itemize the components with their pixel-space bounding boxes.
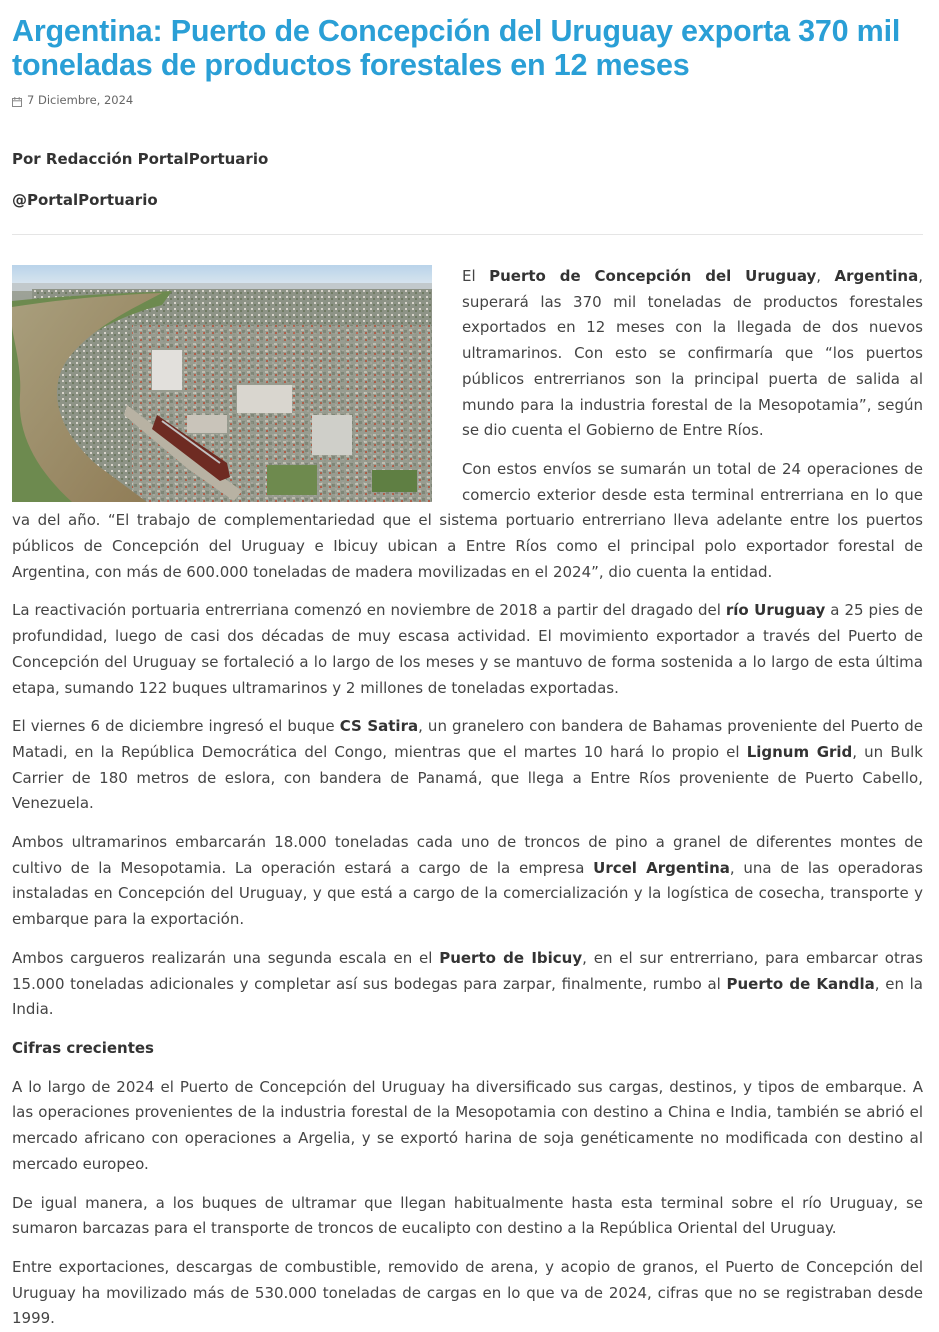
author-handle: @PortalPortuario	[12, 191, 158, 209]
bold-puerto-concepcion: Puerto de Concepción del Uruguay	[489, 267, 817, 285]
article-page	[0, 14, 923, 1332]
paragraph-6: Ambos cargueros realizarán una segunda escala en el Puerto de Ibicuy, en el sur entrerriano, para embarcar otras 15.000 toneladas adicionales y completar así sus bodegas para zarpar, finalmente, rumbo al Puerto de Kandla, en la India.	[12, 948, 924, 1019]
paragraph-1: El Puerto de Concepción del Uruguay, Argentina, superará las 370 mil toneladas de productos forestales exportados en 12 meses con la llegada de dos nuevos ultramarinos. Con esto se confirmaría que “los puertos públicos entrerrianos son la principal puerta de salida al mundo para la industria forestal de la Mesopotamia”, según se dio cuenta el Gobierno de Entre Ríos.	[462, 267, 923, 440]
paragraph-7: A lo largo de 2024 el Puerto de Concepción del Uruguay ha diversificado sus cargas, destinos, y tipos de embarque. A las operaciones provenientes de la industria forestal de la Mesopotamia con destino a China e India, también se abrió el mercado africano con operaciones a Argelia, y se exportó harina de soja genéticamente no modificada con destino al mercado europeo.	[12, 1077, 923, 1173]
article-byline: Por Redacción PortalPortuario	[12, 150, 269, 168]
bold-cs-satira: CS Satira	[339, 717, 419, 736]
paragraph-4: El viernes 6 de diciembre ingresó el buque CS Satira, un granelero con bandera de Bahamas proveniente del Puerto de Matadi, en la República Democrática del Congo, mientras que el martes 10 hará lo propio el Lignum Grid, un Bulk Carrier de 180 metros de eslora, con bandera de Panamá, que llega a Entre Ríos proveniente de Puerto Cabello, Venezuela.	[12, 717, 923, 813]
bold-lignum-grid: Lignum Grid	[746, 742, 853, 761]
bold-rio-uruguay: río Uruguay	[725, 601, 826, 620]
section-subhead: Cifras crecientes	[12, 1038, 154, 1057]
article-body	[12, 264, 923, 1332]
calendar-icon	[12, 95, 22, 105]
bold-puerto-ibicuy: Puerto de Ibicuy	[439, 948, 583, 967]
port-photo-illustration	[12, 265, 432, 502]
bold-puerto-kandla: Puerto de Kandla	[726, 974, 875, 993]
paragraph-5: Ambos ultramarinos embarcarán 18.000 toneladas cada uno de troncos de pino a granel de diferentes montes de cultivo de la Mesopotamia. La operación estará a cargo de la empresa Urcel Argentina, una de las operadoras instaladas en Concepción del Uruguay, y que está a cargo de la comercialización y la logística de cosecha, transporte y embarque para la exportación.	[12, 833, 923, 929]
bold-urcel-argentina: Urcel Argentina	[593, 858, 730, 877]
aerial-port-city-photo	[12, 265, 432, 502]
paragraph-8: De igual manera, a los buques de ultramar que llegan habitualmente hasta esta terminal sobre el río Uruguay, se sumaron barcazas para el transporte de troncos de eucalipto con destino a la República Oriental del Uruguay.	[12, 1193, 923, 1238]
header-divider	[12, 234, 923, 235]
paragraph-3: La reactivación portuaria entrerriana comenzó en noviembre de 2018 a partir del dragado del río Uruguay a 25 pies de profundidad, luego de casi dos décadas de muy escasa actividad. El movimiento exportador a través del Puerto de Concepción del Uruguay se fortaleció a lo largo de los meses y se mantuvo de forma sostenida a lo largo de esta última etapa, sumando 122 buques ultramarinos y 2 millones de toneladas exportadas.	[12, 601, 923, 697]
paragraph-2: Con estos envíos se sumarán un total de 24 operaciones de comercio exterior desde esta terminal entrerriana en lo que va del año. “El trabajo de complementariedad que el sistema portuario entrerriano lleva adelante entre los puertos públicos de Concepción del Uruguay e Ibicuy ubican a Entre Ríos como el principal polo exportador forestal de Argentina, con más de 600.000 toneladas de madera movilizadas en el 2024”, dio cuenta la entidad.	[12, 459, 923, 581]
paragraph-9: Entre exportaciones, descargas de combustible, removido de arena, y acopio de granos, el Puerto de Concepción del Uruguay ha movilizado más de 530.000 toneladas de cargas en lo que va de 2024, cifras que no se registraban desde 1999.	[12, 1257, 923, 1328]
article-title: Argentina: Puerto de Concepción del Uruguay exporta 370 mil toneladas de productos forestales en 12 meses	[12, 14, 901, 82]
bold-argentina: Argentina	[834, 267, 919, 285]
article-date: 7 Diciembre, 2024	[27, 93, 134, 107]
article-meta	[12, 92, 923, 108]
